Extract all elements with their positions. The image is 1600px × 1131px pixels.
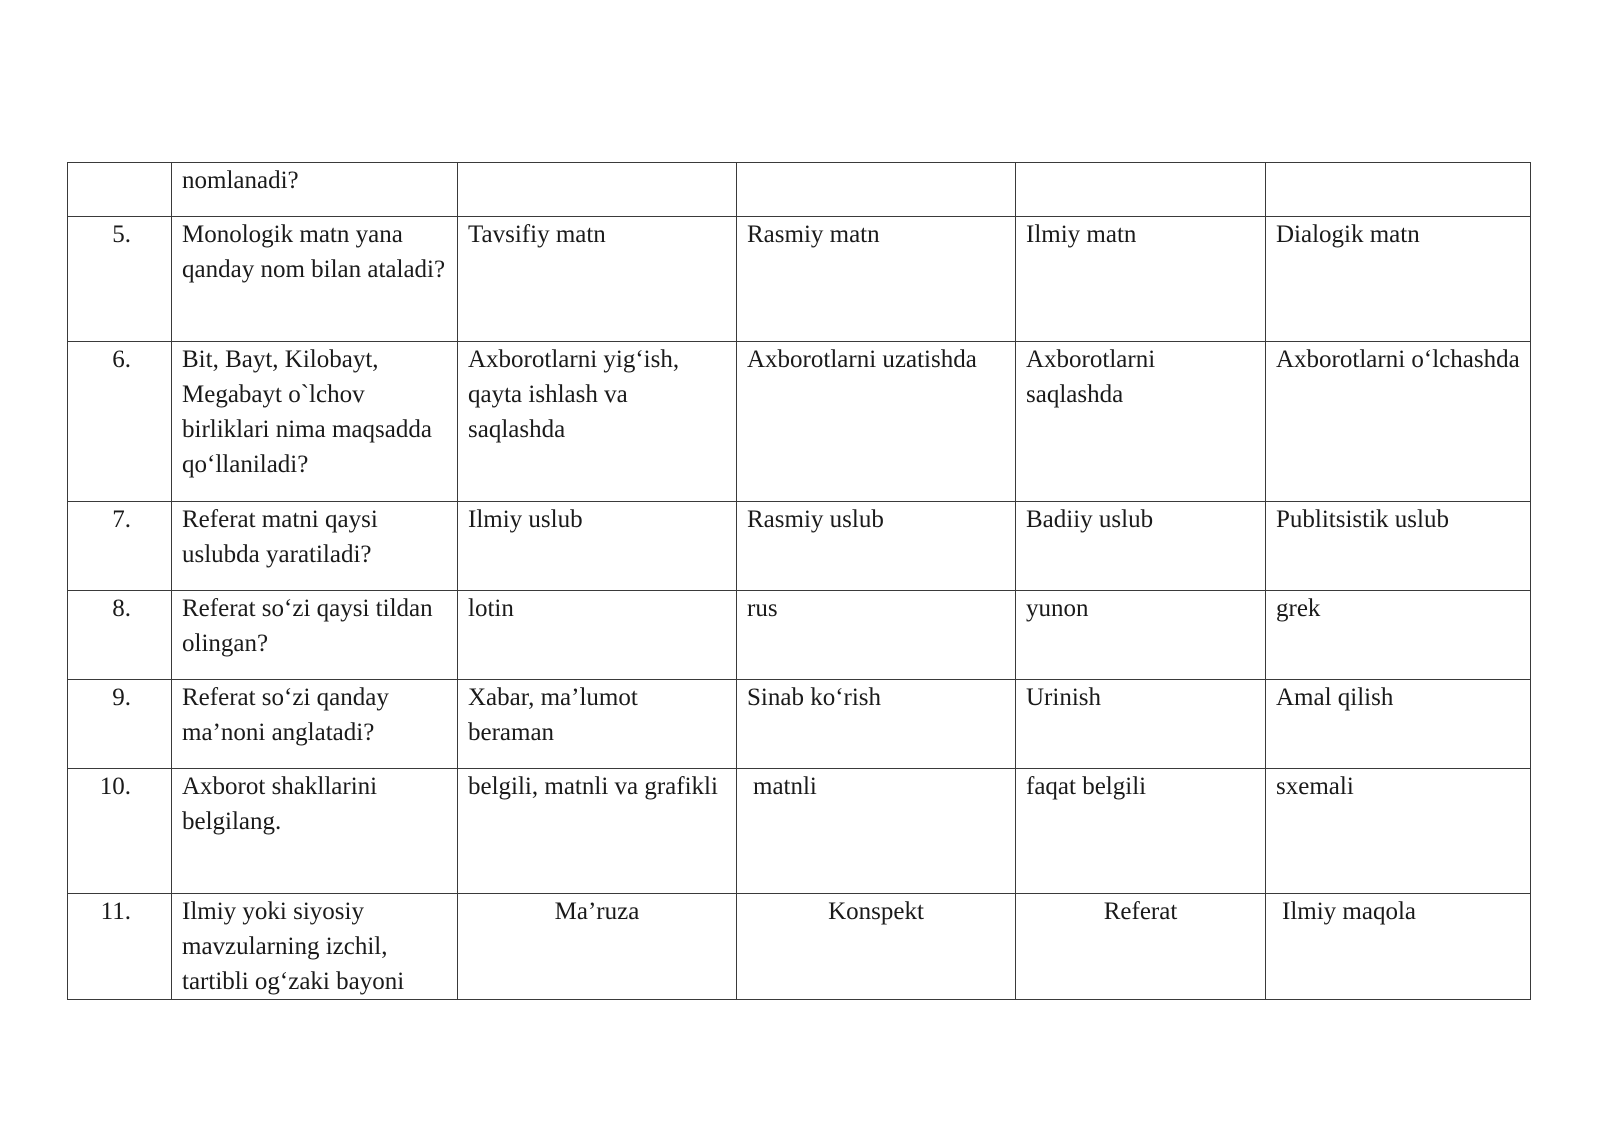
- option-a-cell: [458, 163, 737, 217]
- question-cell: Referat so‘zi qaysi tildan olingan?: [172, 591, 458, 680]
- option-b-cell: [737, 163, 1016, 217]
- row-number: 10.: [68, 769, 172, 894]
- option-d-cell: Dialogik matn: [1266, 217, 1531, 342]
- option-b-cell: Sinab ko‘rish: [737, 680, 1016, 769]
- option-d-cell: grek: [1266, 591, 1531, 680]
- option-b-cell: rus: [737, 591, 1016, 680]
- row-number: 9.: [68, 680, 172, 769]
- row-number: 5.: [68, 217, 172, 342]
- question-cell: Ilmiy yoki siyosiy mavzularning izchil, tartibli og‘zaki bayoni: [172, 894, 458, 1000]
- option-c-cell: [1016, 163, 1266, 217]
- row-number: 8.: [68, 591, 172, 680]
- question-cell: nomlanadi?: [172, 163, 458, 217]
- option-d-cell: Amal qilish: [1266, 680, 1531, 769]
- table-row: [68, 217, 1531, 342]
- option-d-cell: sxemali: [1266, 769, 1531, 894]
- question-cell: Bit, Bayt, Kilobayt, Megabayt o`lchov birliklari nima maqsadda qo‘llaniladi?: [172, 342, 458, 502]
- option-c-cell: yunon: [1016, 591, 1266, 680]
- option-c-cell: Ilmiy matn: [1016, 217, 1266, 342]
- table-row: [68, 591, 1531, 680]
- table-row: [68, 163, 1531, 217]
- option-d-cell: Publitsistik uslub: [1266, 502, 1531, 591]
- table-row: [68, 769, 1531, 894]
- table-row: [68, 342, 1531, 502]
- row-number: 7.: [68, 502, 172, 591]
- option-d-cell: Axborotlarni o‘lchashda: [1266, 342, 1531, 502]
- option-b-cell: Rasmiy uslub: [737, 502, 1016, 591]
- option-d-cell: Ilmiy maqola: [1266, 894, 1531, 1000]
- option-b-cell: Axborotlarni uzatishda: [737, 342, 1016, 502]
- option-c-cell: Axborotlarni saqlashda: [1016, 342, 1266, 502]
- option-a-cell: Ilmiy uslub: [458, 502, 737, 591]
- option-a-cell: Xabar, ma’lumot beraman: [458, 680, 737, 769]
- option-c-cell: Urinish: [1016, 680, 1266, 769]
- option-b-cell: Konspekt: [737, 894, 1016, 1000]
- option-d-cell: [1266, 163, 1531, 217]
- question-cell: Axborot shakllarini belgilang.: [172, 769, 458, 894]
- option-c-cell: faqat belgili: [1016, 769, 1266, 894]
- option-a-cell: belgili, matnli va grafikli: [458, 769, 737, 894]
- option-a-cell: Ma’ruza: [458, 894, 737, 1000]
- table-row: [68, 680, 1531, 769]
- option-b-cell: Rasmiy matn: [737, 217, 1016, 342]
- option-b-cell: matnli: [737, 769, 1016, 894]
- option-a-cell: lotin: [458, 591, 737, 680]
- option-c-cell: Badiiy uslub: [1016, 502, 1266, 591]
- question-cell: Monologik matn yana qanday nom bilan ataladi?: [172, 217, 458, 342]
- table-row: [68, 894, 1531, 1000]
- row-number: 11.: [68, 894, 172, 1000]
- option-a-cell: Axborotlarni yig‘ish, qayta ishlash va saqlashda: [458, 342, 737, 502]
- quiz-table: [67, 162, 1531, 1000]
- row-number: [68, 163, 172, 217]
- question-cell: Referat so‘zi qanday ma’noni anglatadi?: [172, 680, 458, 769]
- option-c-cell: Referat: [1016, 894, 1266, 1000]
- option-a-cell: Tavsifiy matn: [458, 217, 737, 342]
- question-cell: Referat matni qaysi uslubda yaratiladi?: [172, 502, 458, 591]
- row-number: 6.: [68, 342, 172, 502]
- table-row: [68, 502, 1531, 591]
